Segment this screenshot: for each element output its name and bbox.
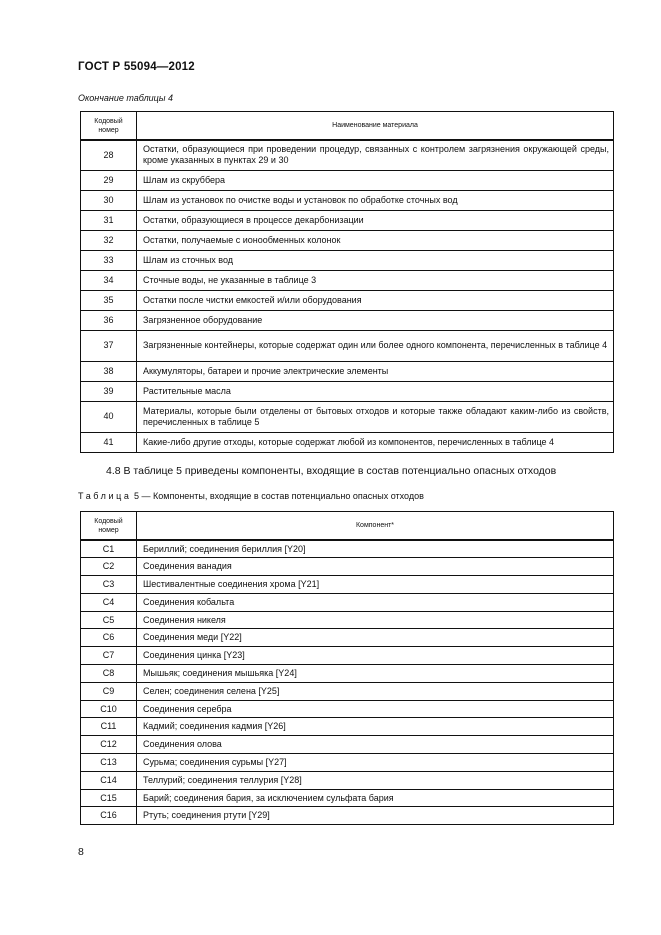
table4-name-cell: Сточные воды, не указанные в таблице 3 [137, 270, 614, 290]
table4-name-cell: Остатки после чистки емкостей и/или оборудования [137, 290, 614, 310]
table4-row [81, 190, 614, 210]
table4-row [81, 330, 614, 361]
table4-code-cell: 30 [81, 190, 137, 210]
table4-row [81, 210, 614, 230]
table4-name-cell: Остатки, образующиеся при проведении процедур, связанных с контролем загрязнения окружающей среды, кроме указанных в пунктах 29 и 30 [137, 140, 614, 170]
table5-code-cell: C8 [81, 665, 137, 683]
table5-row [81, 611, 614, 629]
table4-code-cell: 35 [81, 290, 137, 310]
table5-code-cell: C13 [81, 754, 137, 772]
table4-row [81, 361, 614, 381]
table5-code-cell: C4 [81, 593, 137, 611]
table4-code-cell: 29 [81, 170, 137, 190]
table5-code-cell: C3 [81, 576, 137, 594]
table4-code-cell: 40 [81, 401, 137, 432]
table4-row [81, 270, 614, 290]
table4-col-name-header: Наименование материала [137, 112, 614, 141]
table5-col-code-line2: номер [98, 526, 119, 534]
table5-row [81, 700, 614, 718]
table5-row [81, 718, 614, 736]
table4-code-cell: 41 [81, 432, 137, 452]
table5-code-cell: C14 [81, 771, 137, 789]
table4-name-cell: Растительные масла [137, 381, 614, 401]
table4-row [81, 140, 614, 170]
table4-name-cell: Шлам из установок по очистке воды и установок по обработке сточных вод [137, 190, 614, 210]
table4-row [81, 381, 614, 401]
table5-code-cell: C5 [81, 611, 137, 629]
table4-name-cell: Какие-либо другие отходы, которые содержат любой из компонентов, перечисленных в таблице 4 [137, 432, 614, 452]
table5-code-cell: C9 [81, 682, 137, 700]
table5-name-cell: Соединения олова [137, 736, 614, 754]
table5-name-cell: Ртуть; соединения ртути [Y29] [137, 807, 614, 825]
table5-row [81, 629, 614, 647]
table5-row [81, 576, 614, 594]
table4-code-cell: 33 [81, 250, 137, 270]
table4-name-cell: Остатки, образующиеся в процессе декарбонизации [137, 210, 614, 230]
table4-name-cell: Материалы, которые были отделены от бытовых отходов и которые также обладают каким-либо из свойств, перечисленных в таблице 5 [137, 401, 614, 432]
table4-name-cell: Загрязненные контейнеры, которые содержат один или более одного компонента, перечисленных в таблице 4 [137, 330, 614, 361]
table5-name-cell: Кадмий; соединения кадмия [Y26] [137, 718, 614, 736]
table4-row [81, 310, 614, 330]
table4-code-cell: 28 [81, 140, 137, 170]
table4-col-code-header [81, 112, 137, 141]
table5-code-cell: C12 [81, 736, 137, 754]
table4-name-cell: Загрязненное оборудование [137, 310, 614, 330]
table5-name-cell: Соединения ванадия [137, 558, 614, 576]
table5-code-cell: C2 [81, 558, 137, 576]
table4-name-cell: Шлам из скруббера [137, 170, 614, 190]
table5 [80, 511, 614, 825]
table4-code-cell: 31 [81, 210, 137, 230]
table5-code-cell: C6 [81, 629, 137, 647]
table4-row [81, 170, 614, 190]
table4-name-cell: Аккумуляторы, батареи и прочие электрические элементы [137, 361, 614, 381]
table4-code-cell: 39 [81, 381, 137, 401]
table5-name-cell: Соединения серебра [137, 700, 614, 718]
table5-row [81, 789, 614, 807]
page-number: 8 [78, 846, 84, 858]
table4-row [81, 432, 614, 452]
table5-caption-label: Таблица [78, 491, 132, 501]
table4-row [81, 290, 614, 310]
table5-col-name-header: Компонент* [137, 512, 614, 541]
table5-name-cell: Соединения цинка [Y23] [137, 647, 614, 665]
table5-name-cell: Соединения никеля [137, 611, 614, 629]
table5-name-cell: Бериллий; соединения бериллия [Y20] [137, 540, 614, 558]
table4-col-code-line2: номер [98, 126, 119, 134]
table5-row [81, 665, 614, 683]
table5-code-cell: C16 [81, 807, 137, 825]
table4-code-cell: 37 [81, 330, 137, 361]
table5-name-cell: Селен; соединения селена [Y25] [137, 682, 614, 700]
table5-code-cell: C10 [81, 700, 137, 718]
table5-name-cell: Шестивалентные соединения хрома [Y21] [137, 576, 614, 594]
table4-code-cell: 32 [81, 230, 137, 250]
table4-code-cell: 38 [81, 361, 137, 381]
table4-code-cell: 34 [81, 270, 137, 290]
table4-name-cell: Остатки, получаемые с ионообменных колонок [137, 230, 614, 250]
table5-header-row [81, 512, 614, 541]
table4-code-cell: 36 [81, 310, 137, 330]
table5-row [81, 736, 614, 754]
table4-row [81, 401, 614, 432]
table4-header-row [81, 112, 614, 141]
table5-row [81, 558, 614, 576]
table5-name-cell: Теллурий; соединения теллурия [Y28] [137, 771, 614, 789]
table4-row [81, 250, 614, 270]
table5-code-cell: C7 [81, 647, 137, 665]
table5-row [81, 754, 614, 772]
table5-name-cell: Сурьма; соединения сурьмы [Y27] [137, 754, 614, 772]
table5-row [81, 807, 614, 825]
table5-code-cell: C15 [81, 789, 137, 807]
table5-row [81, 540, 614, 558]
table5-caption-text: 5 — Компоненты, входящие в состав потенциально опасных отходов [131, 491, 424, 501]
paragraph-4-8: 4.8 В таблице 5 приведены компоненты, входящие в состав потенциально опасных отходов [106, 465, 557, 477]
table5-row [81, 771, 614, 789]
table4-col-code-line1: Кодовый [94, 117, 123, 125]
table5-name-cell: Барий; соединения бария, за исключением сульфата бария [137, 789, 614, 807]
table5-name-cell: Соединения меди [Y22] [137, 629, 614, 647]
table5-caption [78, 491, 424, 501]
table5-col-code-line1: Кодовый [94, 517, 123, 525]
document-code: ГОСТ Р 55094—2012 [78, 61, 195, 73]
table5-row [81, 593, 614, 611]
table5-name-cell: Соединения кобальта [137, 593, 614, 611]
table5-row [81, 682, 614, 700]
table5-name-cell: Мышьяк; соединения мышьяка [Y24] [137, 665, 614, 683]
table5-col-code-header [81, 512, 137, 541]
table5-row [81, 647, 614, 665]
table4 [80, 111, 614, 453]
table5-code-cell: C1 [81, 540, 137, 558]
table4-name-cell: Шлам из сточных вод [137, 250, 614, 270]
table5-code-cell: C11 [81, 718, 137, 736]
table4-caption: Окончание таблицы 4 [78, 93, 173, 103]
table4-row [81, 230, 614, 250]
